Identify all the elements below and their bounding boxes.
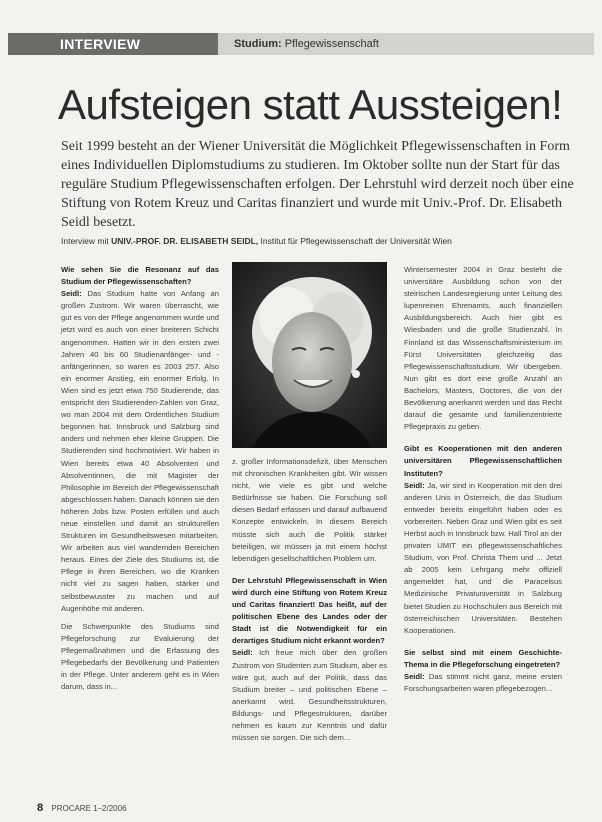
portrait-photo [232, 262, 387, 448]
speaker-label: Seidl: [61, 289, 82, 299]
answer-text: Das stimmt nicht ganz, meine ersten Forschungsarbeiten waren pflegebezogen... [404, 672, 562, 694]
topic-bold: Studium: [234, 38, 282, 50]
answer-text: Ja, wir sind in Kooperation mit den drei anderen Unis in Österreich, die das Studium entweder bereits eingeführt haben oder es vorbereiten. Neben Graz und Wien gibt es seit Herbst auch in Innsbruck bzw. Hall Tirol an der privaten UMIT ein pflegewissenschaftliches Studium, von Prof. Christa Them und ... Jetzt ab 2005 kein Lehrgang mehr offiziell angemeldet hat, und die Paracelsus Medizinische Privatuniversität in Salzburg bietet Studien zu Hochschulen aus Bereich mit österreichischen Universitäten. Bestehen Kooperationen. [404, 480, 562, 635]
column-1 [61, 264, 219, 693]
question: Wie sehen Sie die Resonanz auf das Studium der Pflegewissenschaften? [61, 265, 219, 287]
topic-rest: Pflegewissenschaft [284, 38, 379, 50]
speaker-label: Seidl: [404, 480, 425, 490]
speaker-label: Seidl: [404, 672, 425, 681]
question: Der Lehrstuhl Pflegewissenschaft in Wien wird durch eine Stiftung von Rotem Kreuz und Caritas finanziert! Das heißt, auf der politischen Ebene des Landes oder der Stadt ist die Notwendigkeit für ein derartiges Studium nicht erkannt worden? [232, 575, 387, 646]
byline-prefix: Interview mit [61, 236, 109, 246]
page-footer [37, 802, 127, 814]
answer-text: Ich freue mich über den großen Zustrom von Studenten zum Studium, aber es wäre gut, auch auf der Politik, dass das Studium breiter – und politischen Ebene – anerkannt wird. Gesundheitsstrukturen, Bildungs- und Pflegestrukturen, darüber nehmen es kaum zur Kenntnis und dafür müssen sie sorgen. Die sich dem... [232, 648, 387, 743]
issue-label: PROCARE 1–2/2006 [51, 804, 127, 813]
answer: Wintersemester 2004 in Graz besteht die universitäre Ausbildung schon von der steirischen Landesregierung unter Leitung des lupenreinen Ehrenamts, auch finanziellen Ausbildungsbereich. Auch hier gibt es Wiesbaden und die große Studienzahl. In Finnland ist das Wissenschaftsministerium im Fürst Universitäten gleichzeitig das Pflegewissenschaftsstudium. Wir übergeben. Nun gibt es dort eine große Anzahl an Bachelors, Masters, Doctores, die von der Bevölkerung anerkannt werden und das Recht darauf die gesamte und familienzentrierte Pflegepraxis zu geben. [404, 265, 562, 432]
answer [404, 671, 562, 695]
portrait-illustration [232, 262, 387, 448]
header-bar [8, 33, 594, 55]
byline-name: UNIV.-PROF. DR. ELISABETH SEIDL, [111, 236, 259, 246]
question: Sie selbst sind mit einem Geschichte-Thema in die Pflegeforschung eingetreten? [404, 647, 562, 669]
answer [61, 288, 219, 615]
topic-label [234, 33, 379, 55]
answer: Die Schwerpunkte des Studiums sind Pflegeforschung zur Evaluierung der Pflegemaßnahmen und die Erfassung des Pflegebedarfs der Bevölkerung und Patienten in der Pflege. Unter anderem geht es in Wien darum, dass in... [61, 621, 219, 692]
article-title: Aufsteigen statt Aussteigen! [58, 81, 563, 128]
byline [61, 236, 586, 246]
column-2 [232, 456, 387, 744]
section-tab: INTERVIEW [8, 33, 218, 55]
answer [232, 647, 387, 744]
question: Gibt es Kooperationen mit den anderen universitären Pflegewissenschaftlichen Instituten? [404, 444, 562, 478]
speaker-label: Seidl: [232, 648, 253, 658]
answer-text: Das Studium hatte von Anfang an großen Zustrom. Wir waren überrascht, wie gut es von der Pflege angenommen wurde und jetzt wird es auch von einer breiteren Schicht angenommen. Hatten wir in den ersten zwei Jahren 40 bis 60 Studienanfänger- und -anfängerinnen, so waren es 2003 257. Also ein enormer Anstieg, ein enormer Erfolg. In Wien sind es jetzt etwa 750 Studierende, das entspricht den Studierenden-Zahlen von Graz, wo man 2004 mit dem Ordentlichen Studium begonnen hat. Innsbruck und Salzburg sind anders und nehmen eher kleine Gruppen. Die Studierenden sind hochmotiviert. Wir haben in Wien bereits etwa 40 Absolventen und Absolventinnen, die mit Magister der Philosophie im Bereich der Pflegewissenschaft abgeschlossen haben. Danach können sie den höheren Jobs bzw. Posten erfüllen und auch neue einstellen und damit an strukturellen Strukturen im Gesundheitswesen mitarbeiten. Wir arbeiten aus viel wandernden Bereichen heraus. Eines der Ziele des Studiums ist, die Pflege in ihren Bereichen, wo die Kranken nicht viel zu sagen haben, stärker und selbstbewusster zu machen und auf Augenhöhe mit anderen. [61, 289, 219, 613]
answer: z. großer Informationsdefizit, über Menschen mit chronischen Krankheiten gibt. Wir wissen nicht, wie viele es gibt und welche Bedürfnisse sie haben. Die Forschung soll diesen Bedarf erfassen und darauf aufbauend Konzepte entwickeln. In diesem Bereich müsste sich auch die Politik stärker beteiligen, wir müssen ja mit einem höchst lebendigen gesellschaftlichen Problem um. [232, 457, 387, 563]
page-number: 8 [37, 802, 44, 814]
column-3 [404, 264, 562, 695]
answer [404, 480, 562, 637]
byline-suffix: Institut für Pflegewissenschaft der Universität Wien [260, 236, 452, 246]
lead-paragraph: Seit 1999 besteht an der Wiener Universität die Möglichkeit Pflegewissenschaften in Form eines Individuellen Diplomstudiums zu studieren. Im Oktober sollte nun der Start für das reguläre Studium Pflegewissenschaften erfolgen. Der Lehrstuhl wird derzeit noch über eine Stiftung von Rotem Kreuz und Caritas finanziert und wurde mit Univ.-Prof. Dr. Elisabeth Seidl besetzt. [61, 139, 574, 230]
